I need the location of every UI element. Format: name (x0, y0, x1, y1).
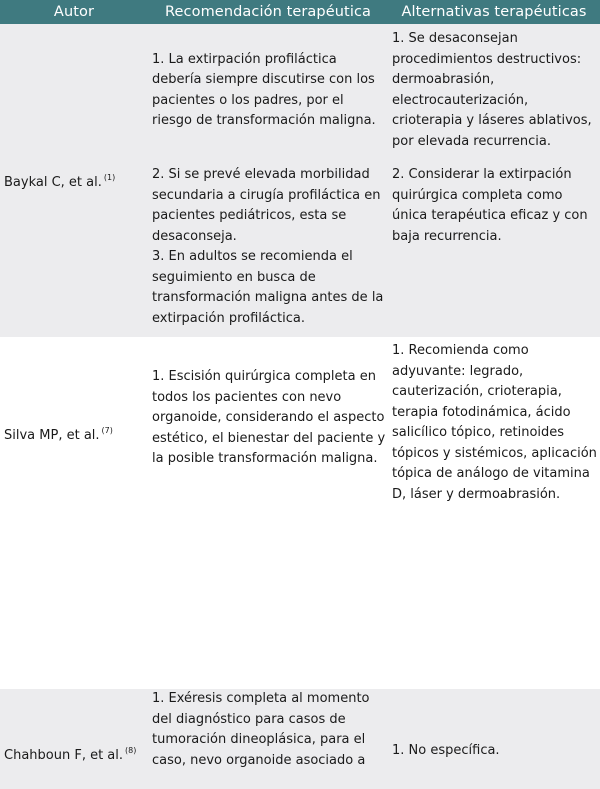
recommendation-item: 2. Si se prevé elevada morbilidad secundaria a cirugía profiláctica en pacientes pediátricos, esta se desaconseja. (152, 167, 381, 244)
recommendation-cell (148, 337, 388, 689)
author-cell (0, 337, 148, 689)
author-name: Silva MP, et al. (4, 428, 100, 443)
author-cell (0, 689, 148, 789)
table-row (0, 337, 600, 689)
author-cell (0, 24, 148, 337)
recommendation-item: 3. En adultos se recomienda el seguimiento en busca de transformación maligna antes de la extirpación profiláctica. (152, 249, 384, 326)
alternative-cell (388, 689, 600, 789)
alternative-item: 1. Se desaconsejan procedimientos destructivos: dermoabrasión, electrocauterización, crioterapia y láseres ablativos, por elevada recurrencia. (392, 31, 592, 149)
author-name: Chahboun F, et al. (4, 748, 124, 763)
alternative-cell (388, 24, 600, 157)
recommendation-item: 1. Exéresis completa al momento del diagnóstico para casos de tumoración dineoplásica, para el caso, nevo organoide asociado a (152, 691, 370, 768)
alternative-cell (388, 337, 600, 689)
table-row (0, 689, 600, 789)
header-autor: Autor (0, 0, 148, 24)
author-name: Baykal C, et al. (4, 174, 102, 190)
alternative-item: 1. No específica. (392, 743, 500, 758)
author-ref: (1) (103, 172, 116, 182)
alternative-item: 1. Recomienda como adyuvante: legrado, cauterización, crioterapia, terapia fotodinámica, ácido salicílico tópico, retinoides tópicos y sistémicos, aplicación tópica de análogo de vitamina D, láser y dermoabrasión. (392, 343, 597, 502)
author-ref: (8) (125, 746, 137, 755)
recommendation-cell (148, 157, 388, 337)
recommendation-cell (148, 24, 388, 157)
recommendation-item: 1. Escisión quirúrgica completa en todos los pacientes con nevo organoide, considerando el aspecto estético, el bienestar del paciente y la posible transformación maligna. (152, 369, 386, 466)
recommendation-item: 1. La extirpación profiláctica debería siempre discutirse con los pacientes o los padres, por el riesgo de transformación maligna. (152, 51, 376, 128)
alternative-item: 2. Considerar la extirpación quirúrgica completa como única terapéutica eficaz y con baja recurrencia. (392, 167, 588, 244)
alternative-cell (388, 157, 600, 337)
recommendation-cell (148, 689, 388, 789)
table-row (0, 24, 600, 157)
header-alternativas: Alternativas terapéuticas (388, 0, 600, 24)
header-recomendacion: Recomendación terapéutica (148, 0, 388, 24)
author-ref: (7) (101, 426, 113, 435)
header-row (0, 0, 600, 24)
